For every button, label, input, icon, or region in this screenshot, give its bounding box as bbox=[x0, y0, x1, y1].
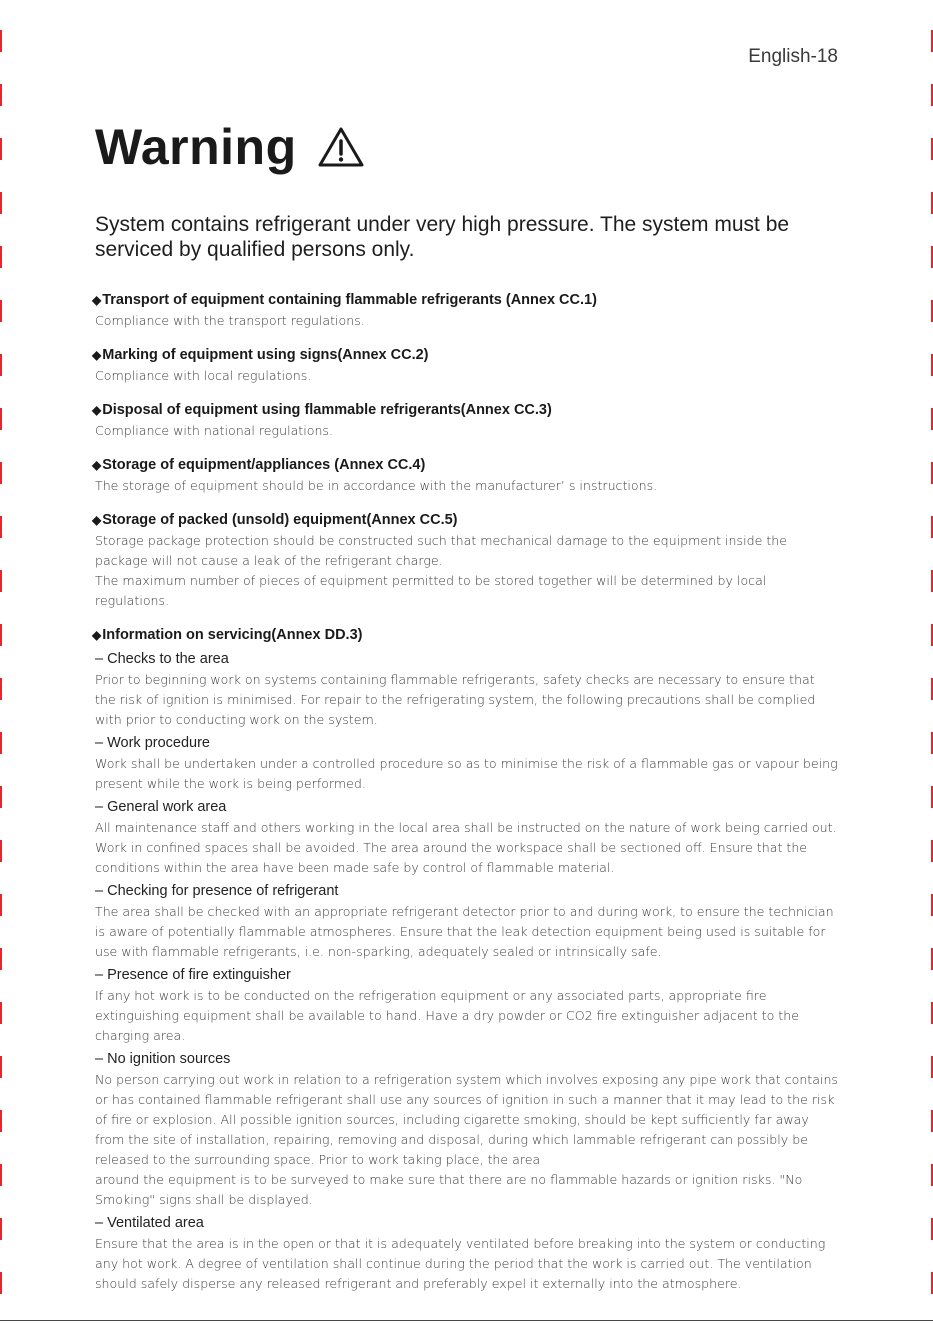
section-paragraph: The maximum number of pieces of equipment permitted to be stored together will be determined by local regulations. bbox=[95, 573, 767, 608]
trim-mark bbox=[0, 354, 2, 376]
servicing-section bbox=[92, 625, 839, 1294]
title-row bbox=[95, 118, 365, 176]
trim-mark bbox=[0, 462, 2, 484]
servicing-item-title: – Work procedure bbox=[95, 735, 210, 751]
warning-triangle-icon bbox=[317, 126, 365, 168]
sections-list bbox=[92, 290, 839, 611]
servicing-item-title: – General work area bbox=[95, 799, 227, 815]
section-body bbox=[95, 366, 839, 386]
trim-mark bbox=[0, 840, 2, 862]
diamond-bullet-icon: ◆ bbox=[92, 628, 102, 642]
trim-mark bbox=[0, 84, 2, 106]
servicing-item bbox=[95, 965, 839, 1046]
trim-mark bbox=[0, 138, 2, 160]
trim-mark bbox=[0, 1002, 2, 1024]
servicing-item bbox=[95, 1049, 839, 1210]
trim-mark bbox=[0, 30, 2, 52]
section-title: ◆Storage of equipment/appliances (Annex CC.4) bbox=[92, 457, 426, 473]
trim-mark bbox=[0, 516, 2, 538]
section-paragraph: Compliance with local regulations. bbox=[95, 368, 312, 383]
trim-mark bbox=[0, 1218, 2, 1240]
servicing-item bbox=[95, 881, 839, 962]
servicing-items bbox=[95, 649, 839, 1294]
section-body bbox=[95, 476, 839, 496]
trim-mark bbox=[0, 624, 2, 646]
trim-mark bbox=[0, 300, 2, 322]
trim-mark bbox=[0, 786, 2, 808]
section-title: ◆Information on servicing(Annex DD.3) bbox=[92, 627, 363, 643]
trim-mark bbox=[0, 192, 2, 214]
trim-mark bbox=[0, 408, 2, 430]
section-paragraph: The storage of equipment should be in accordance with the manufacturer’ s instructions. bbox=[95, 478, 658, 493]
page-number: English-18 bbox=[748, 46, 838, 67]
servicing-item-title: – Checking for presence of refrigerant bbox=[95, 883, 339, 899]
section-body bbox=[95, 421, 839, 441]
section-title: ◆Marking of equipment using signs(Annex CC.2) bbox=[92, 347, 429, 363]
servicing-item bbox=[95, 1213, 839, 1294]
servicing-item-paragraph: All maintenance staff and others working in the local area shall be instructed on the nature of work being carried out. Work in confined spaces shall be avoided. The area around the workspace shall be sectioned off. Ensure that the conditions within the area have been made safe by control of flammable material. bbox=[95, 820, 837, 875]
trim-mark bbox=[0, 1110, 2, 1132]
section bbox=[92, 400, 839, 441]
section-title: ◆Transport of equipment containing flammable refrigerants (Annex CC.1) bbox=[92, 292, 597, 308]
trim-mark bbox=[0, 948, 2, 970]
trim-mark bbox=[0, 570, 2, 592]
servicing-item bbox=[95, 733, 839, 794]
servicing-item-paragraph: around the equipment is to be surveyed to make sure that there are no flammable hazards or ignition risks. "No Smoking" signs shall be displayed. bbox=[95, 1172, 803, 1207]
trim-mark bbox=[0, 1056, 2, 1078]
section-paragraph: Storage package protection should be constructed such that mechanical damage to the equipment inside the package will not cause a leak of the refrigerant charge. bbox=[95, 533, 787, 568]
trim-mark bbox=[0, 246, 2, 268]
servicing-item bbox=[95, 797, 839, 878]
trim-mark bbox=[0, 1272, 2, 1294]
section-body bbox=[95, 531, 839, 611]
page-title: Warning bbox=[95, 119, 297, 175]
trim-mark bbox=[0, 732, 2, 754]
servicing-item-paragraph: The area shall be checked with an appropriate refrigerant detector prior to and during work, to ensure the technician is aware of potentially flammable atmospheres. Ensure that the leak detection equipment being used is suitable for use with flammable refrigerants, i.e. non-sparking, adequately sealed or intrinsically safe. bbox=[95, 904, 834, 959]
servicing-item-paragraph: No person carrying out work in relation to a refrigeration system which involves exposing any pipe work that contains or has contained flammable refrigerant shall use any sources of ignition in such a manner that it may lead to the risk of fire or explosion. All possible ignition sources, including cigarette smoking, should be kept sufficiently far away from the site of installation, repairing, removing and disposal, during which lammable refrigerant can possibly be released to the surrounding space. Prior to work taking place, the area bbox=[95, 1072, 838, 1167]
section bbox=[92, 290, 839, 331]
left-trim-marks bbox=[0, 0, 2, 1324]
trim-mark bbox=[0, 894, 2, 916]
diamond-bullet-icon: ◆ bbox=[92, 348, 102, 362]
content bbox=[92, 290, 839, 1308]
servicing-item-title: – No ignition sources bbox=[95, 1051, 231, 1067]
section-title: ◆Storage of packed (unsold) equipment(Annex CC.5) bbox=[92, 512, 458, 528]
servicing-item bbox=[95, 649, 839, 730]
servicing-item-title: – Presence of fire extinguisher bbox=[95, 967, 291, 983]
diamond-bullet-icon: ◆ bbox=[92, 403, 102, 417]
diamond-bullet-icon: ◆ bbox=[92, 458, 102, 472]
section-paragraph: Compliance with national regulations. bbox=[95, 423, 333, 438]
section bbox=[92, 510, 839, 611]
intro-text: System contains refrigerant under very high pressure. The system must be serviced by qualified persons only. bbox=[95, 213, 790, 261]
trim-mark bbox=[0, 678, 2, 700]
diamond-bullet-icon: ◆ bbox=[92, 293, 102, 307]
section bbox=[92, 455, 839, 496]
diamond-bullet-icon: ◆ bbox=[92, 513, 102, 527]
section bbox=[92, 345, 839, 386]
bottom-border bbox=[0, 1320, 933, 1321]
servicing-item-paragraph: Work shall be undertaken under a controlled procedure so as to minimise the risk of a flammable gas or vapour being present while the work is being performed. bbox=[95, 756, 838, 791]
section-body bbox=[95, 311, 839, 331]
servicing-item-title: – Ventilated area bbox=[95, 1215, 204, 1231]
servicing-item-paragraph: Ensure that the area is in the open or that it is adequately ventilated before breaking into the system or conducting any hot work. A degree of ventilation shall continue during the period that the work is carried out. The ventilation should safely disperse any released refrigerant and preferably expel it externally into the atmosphere. bbox=[95, 1236, 826, 1291]
section-paragraph: Compliance with the transport regulations. bbox=[95, 313, 365, 328]
servicing-item-paragraph: If any hot work is to be conducted on the refrigeration equipment or any associated parts, appropriate fire extinguishing equipment shall be available to hand. Have a dry powder or CO2 fire extinguisher adjacent to the charging area. bbox=[95, 988, 799, 1043]
servicing-item-paragraph: Prior to beginning work on systems containing flammable refrigerants, safety checks are necessary to ensure that the risk of ignition is minimised. For repair to the refrigerating system, the following precautions shall be complied with prior to conducting work on the system. bbox=[95, 672, 816, 727]
section-title: ◆Disposal of equipment using flammable refrigerants(Annex CC.3) bbox=[92, 402, 552, 418]
trim-mark bbox=[0, 1164, 2, 1186]
servicing-item-title: – Checks to the area bbox=[95, 651, 229, 667]
